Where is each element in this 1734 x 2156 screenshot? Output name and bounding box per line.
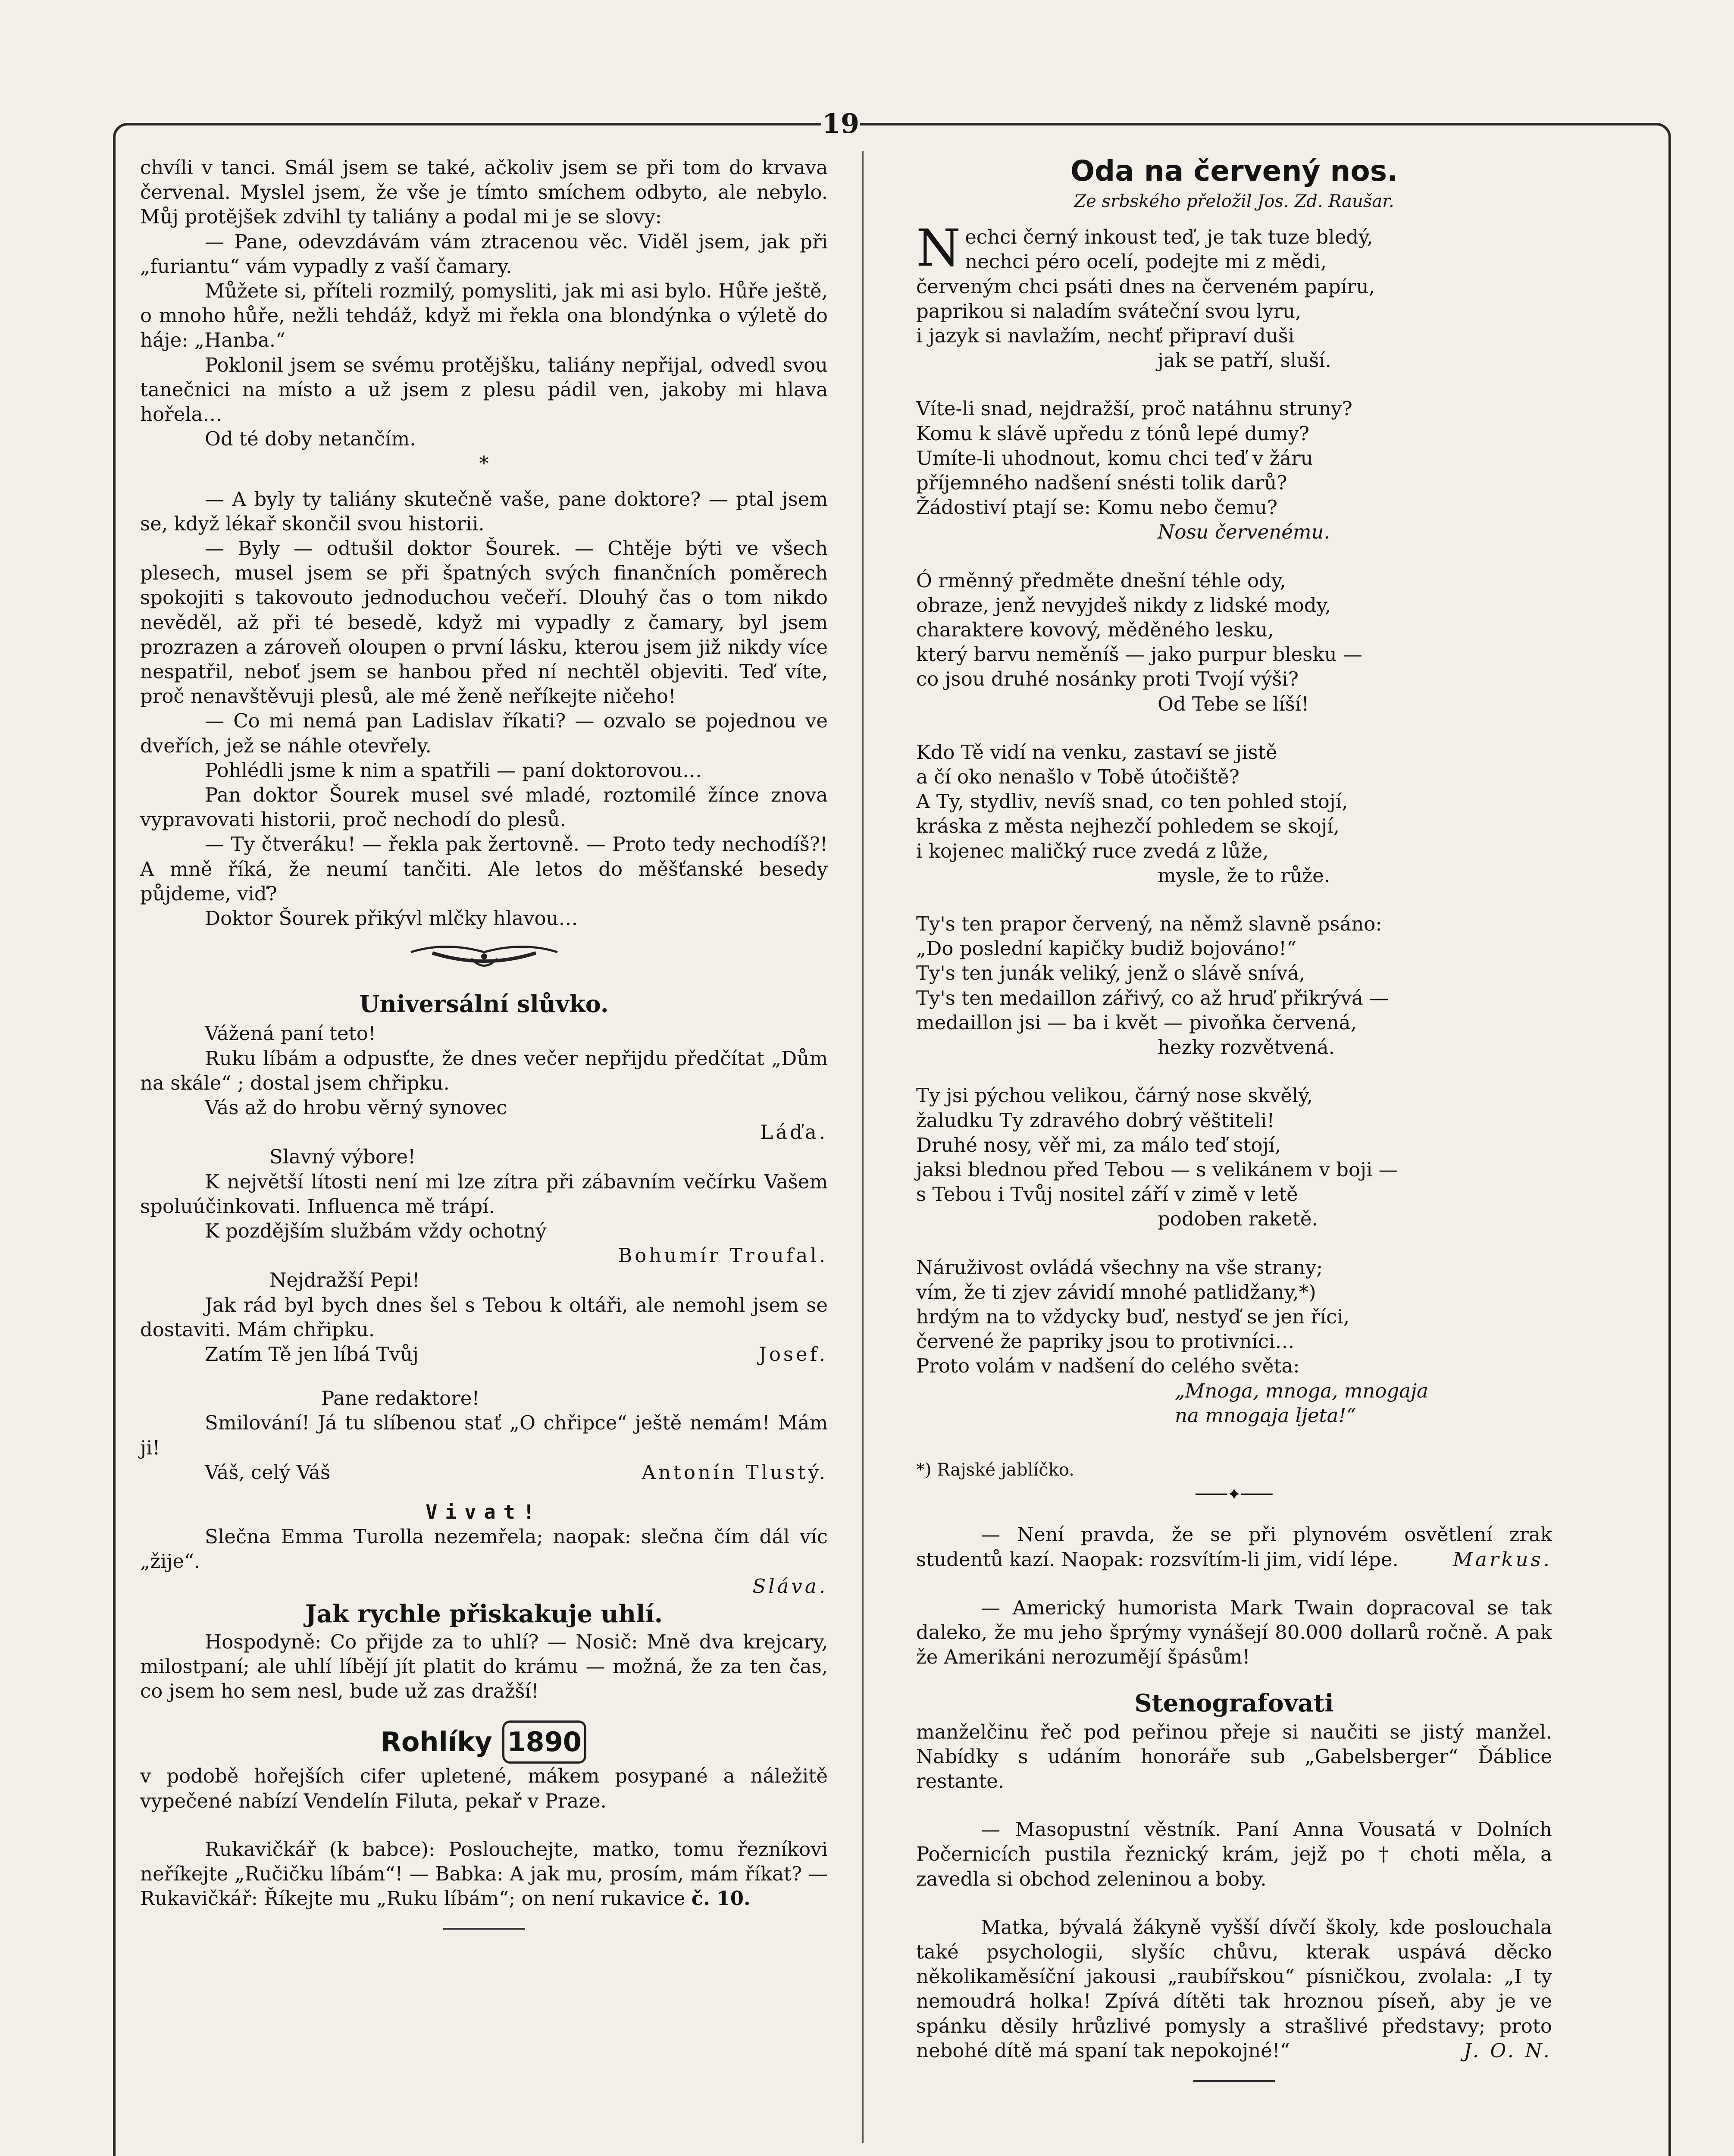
vivat-signature: Sláva. <box>752 1574 828 1598</box>
letter-signature: Josef. <box>758 1342 828 1366</box>
verse-line: Komu k slávě upředu z tónů lepé dumy? <box>916 422 1309 445</box>
heading-rohliky <box>140 1720 828 1764</box>
carnival-text: — Masopustní věstník. Paní Anna Vousatá v Dolních Počernicích pustila řeznický krám, jejž po † choti měla, a zavedla si obchod zeleninou a boby. <box>916 1818 1552 1890</box>
vivat-text: Slečna Emma Turolla nezemřela; naopak: slečna čím dál víc „žije“. <box>140 1525 828 1573</box>
letter-signature: Bohumír Troufal. <box>618 1244 828 1267</box>
heading-vivat: Vivat! <box>426 1500 542 1523</box>
letter-close: K pozdějším službám vždy ochotný <box>205 1219 547 1242</box>
verse-line: Nosu červenému. <box>1158 520 1330 544</box>
stanza <box>916 218 1552 373</box>
gas-signature: Markus. <box>1452 1548 1552 1571</box>
ode-poem <box>916 218 1552 1428</box>
letter-close: Zatím Tě jen líbá Tvůj <box>205 1342 419 1366</box>
verse-line: jaksi blednou před Tebou — s velikánem v boji — <box>916 1158 1398 1181</box>
glove-body: Rukavičkář (k babce): Poslouchejte, matko, tomu řezníkovi neříkejte „Ručičku líbám“! — Babka: A jak mu, prosím, mám říkat? — Rukavičkář: Říkejte mu „Ruku líbám“; on není rukavice <box>140 1837 828 1910</box>
star-divider: ───✦─── <box>1196 1485 1273 1505</box>
letter-close: Váš, celý Váš <box>205 1460 331 1484</box>
verse-line: který barvu neměníš — jako purpur blesku — <box>916 643 1362 666</box>
verse-line: i kojenec maličký ruce zvedá z lůže, <box>916 839 1269 862</box>
stanza <box>916 740 1552 888</box>
verse-line: kráska z města nejhezčí pohledem se skojí, <box>916 815 1340 838</box>
ode-footnote: *) Rajské jablíčko. <box>916 1460 1074 1480</box>
verse-line: „Do poslední kapičky budiž bojováno!“ <box>916 937 1297 960</box>
verse-line: na mnogaja ljeta!“ <box>1175 1404 1356 1427</box>
verse-line: Proto volám v nadšení do celého světa: <box>916 1354 1300 1378</box>
story-paragraph: Pohlédli jsme k nim a spatřili — paní doktorovou… <box>205 758 702 782</box>
coal-text: Hospodyně: Co přijde za to uhlí? — Nosič: Mně dva krejcary, milostpaní; ale uhlí líbějí jít platit do krámu — možná, že za ten čas, co jsem ho sem nesl, bude už zas dražší! <box>140 1630 828 1703</box>
year-digits: 1890 <box>502 1720 586 1764</box>
twain-text: — Americký humorista Mark Twain dopracoval se tak daleko, že mu jeho šprýmy vynášejí 80.000 dollarů ročně. A pak že Amerikáni nerozumějí špásům! <box>916 1596 1552 1669</box>
rohliky-title: Rohlíky <box>381 1726 492 1758</box>
story-paragraph: Poklonil jsem se svému protějšku, taliány nepřijal, odvedl svou tanečnici na místo a už jsem z plesu pádil ven, jakoby mi hlava hořela… <box>140 353 828 426</box>
rohliky-text: v podobě hořejších cifer upletené, mákem posypané a náležitě vypečené nabízí Vendelín Filuta, pekař v Praze. <box>140 1764 828 1812</box>
verse-line: Víte-li snad, nejdražší, proč natáhnu struny? <box>916 397 1352 420</box>
end-rule <box>1193 2080 1275 2082</box>
verse-line: hrdým na to vždycky buď, nestyď se jen říci, <box>916 1305 1350 1328</box>
verse-line: Od Tebe se líší! <box>1158 692 1309 715</box>
verse-line: charaktere kovový, měděného lesku, <box>916 618 1274 642</box>
gas-text: — Není pravda, že se při plynovém osvětlení zrak studentů kazí. Naopak: rozsvítím-li jim, vidí lépe. <box>916 1523 1552 1571</box>
rohliky-year <box>501 1726 587 1758</box>
column-rule <box>862 151 864 2143</box>
story-paragraph: — Co mi nemá pan Ladislav říkati? — ozvalo se pojednou ve dveřích, jež se náhle otevřely. <box>140 709 828 757</box>
verse-line: „Mnoga, mnoga, mnogaja <box>1175 1379 1428 1402</box>
story-paragraph: — A byly ty taliány skutečně vaše, pane doktore? — ptal jsem se, když lékař skončil svou historii. <box>140 487 828 535</box>
letter-salutation: Slavný výbore! <box>269 1145 416 1169</box>
verse-line: paprikou si naladím sváteční svou lyru, <box>916 299 1302 323</box>
verse-line: A Ty, stydliv, nevíš snad, co ten pohled stojí, <box>916 790 1348 813</box>
stanza <box>916 568 1552 716</box>
verse-line: žaludku Ty zdravého dobrý věštiteli! <box>916 1109 1275 1132</box>
verse-line: mysle, že to růže. <box>1158 864 1330 887</box>
story-paragraph: Můžete si, příteli rozmilý, pomysliti, jak mi asi bylo. Hůře ještě, o mnoho hůře, nežli tehdáž, když mi řekla ona blondýnka o výletě do háje: „Hanba.“ <box>140 279 828 352</box>
story-paragraph: — Ty čtveráku! — řekla pak žertovně. — Proto tedy nechodíš?! A mně říká, že neumí tančiti. Ale letos do měšťanské besedy půjdeme, viď? <box>140 833 828 905</box>
heading-steno: Stenografovati <box>1134 1689 1334 1717</box>
stanza <box>916 1255 1552 1428</box>
stanza <box>916 1083 1552 1231</box>
verse-line: podoben raketě. <box>1158 1207 1318 1231</box>
verse-line: co jsou druhé nosánky proti Tvojí výši? <box>916 667 1299 691</box>
ode-subtitle: Ze srbského přeložil Jos. Zd. Raušar. <box>1074 191 1394 211</box>
story-paragraph: Pan doktor Šourek musel své mladé, roztomilé žínce znova vypravovati historii, proč nechodí do plesů. <box>140 783 828 831</box>
letter-signature: Láďa. <box>760 1121 828 1144</box>
verse-line: Ty's ten medaillon zářivý, co až hruď přikrývá — <box>916 986 1389 1009</box>
letter-body: Smilování! Já tu slíbenou stať „O chřipce“ ještě nemám! Mám ji! <box>140 1411 828 1459</box>
verse-line: červené že papriky jsou to protivníci… <box>916 1330 1295 1353</box>
verse-line: Ty's ten prapor červený, na němž slavně psáno: <box>916 912 1382 936</box>
letter-body: Ruku líbám a odpusťte, že dnes večer nepřijdu předčítat „Dům na skále“ ; dostal jsem chřipku. <box>140 1047 828 1094</box>
verse-line: příjemného nadšení snésti tolik darů? <box>916 471 1287 495</box>
verse-line: červeným chci psáti dnes na červeném papíru, <box>916 275 1375 298</box>
mother-text: Matka, bývalá žákyně vyšší dívčí školy, kde poslouchala také psychologii, slyšíc chůvu, kterak uspává děcko několikaměsíční jakousi „raubířskou“ písničkou, zvolala: „I ty nemoudrá holka! Zpívá dítěti tak hroznou píseň, aby je ve spánku děsily hrůzlivé pomysly a strašlivé představy; proto nebohé dítě má spaní tak nepokojné!“ <box>916 1915 1552 2062</box>
stanza <box>916 396 1552 544</box>
story-paragraph: — Pane, odevzdávám vám ztracenou věc. Viděl jsem, jak při „furiantu“ vám vypadly z vaší čamary. <box>140 230 828 278</box>
steno-text: manželčinu řeč pod peřinou přeje si naučiti se jistý manžel. Nabídky s udáním honoráře sub „Gabelsberger“ Ďáblice restante. <box>916 1720 1552 1792</box>
heading-coal: Jak rychle přiskakuje uhlí. <box>305 1599 663 1628</box>
right-column <box>916 155 1552 2082</box>
story-paragraph: — Byly — odtušil doktor Šourek. — Chtěje býti ve všech plesech, musel jsem se při špatných svých finančních poměrech spokojiti s takovouto jednoduchou večeří. Dlouhý čas o tom nikdo nevěděl, až při té besedě, když mi vypadly z čamary, byl jsem prozrazen a zároveň oloupen o první lásku, kterou jsem již nikdy více nespatřil, neboť jsem se hanbou před ní nechtěl objeviti. Teď víte, proč nenavštěvuji plesů, ale mé ženě neříkejte ničeho! <box>140 537 828 708</box>
stanza <box>916 912 1552 1059</box>
letter-salutation: Pane redaktore! <box>321 1387 480 1410</box>
left-column <box>140 155 828 1930</box>
verse-line: a čí oko nenašlo v Tobě útočiště? <box>916 765 1239 789</box>
verse-line: jak se patří, sluší. <box>1158 349 1331 372</box>
end-rule <box>443 1928 525 1930</box>
story-paragraph: Od té doby netančím. <box>205 427 416 451</box>
letter-close: Vás až do hrobu věrný synovec <box>205 1096 507 1119</box>
story-paragraph: chvíli v tanci. Smál jsem se také, ačkoliv jsem se při tom do krvava červenal. Myslel jsem, že vše je tímto smíchem odbyto, ale nebylo. Můj protějšek zdvihl ty taliány a podal mi je se slovy: <box>140 156 828 229</box>
verse-line: Druhé nosy, věř mi, za málo teď stojí, <box>916 1133 1281 1156</box>
letter-salutation: Nejdražší Pepi! <box>269 1269 420 1292</box>
verse-line: Náruživost ovládá všechny na vše strany; <box>916 1256 1323 1279</box>
mother-signature: J. O. N. <box>1464 2039 1552 2062</box>
letter-body: K největší lítosti není mi lze zítra při zábavním večírku Vašem spoluúčinkovati. Influenca mě trápí. <box>140 1170 828 1218</box>
verse-line: hezky rozvětvená. <box>1158 1036 1335 1059</box>
verse-line: medaillon jsi — ba i květ — pivoňka červená, <box>916 1011 1357 1034</box>
verse-line: Ty jsi pýchou velikou, čárný nose skvělý, <box>916 1084 1313 1107</box>
ornament-divider <box>140 939 828 974</box>
verse-line: Kdo Tě vidí na venku, zastaví se jistě <box>916 740 1277 764</box>
verse-line: Umíte-li uhodnout, komu chci teď v žáru <box>916 446 1313 470</box>
heading-universal: Universální slůvko. <box>359 990 609 1018</box>
verse-line: i jazyk si navlažím, nechť připraví duši <box>916 324 1295 348</box>
letter-signature: Antonín Tlustý. <box>642 1460 828 1484</box>
section-star: * <box>479 452 489 475</box>
letter-salutation: Vážená paní teto! <box>205 1022 376 1045</box>
verse-line: vím, že ti zjev závidí mnohé patlidžany,*) <box>916 1280 1316 1304</box>
verse-line: Ty's ten junák veliký, jenž o slávě snívá, <box>916 962 1305 985</box>
letter-body: Jak rád byl bych dnes šel s Tebou k oltáři, ale nemohl jsem se dostaviti. Mám chřipku. <box>140 1293 828 1341</box>
verse-line: s Tebou i Tvůj nositel září v zimě v letě <box>916 1183 1298 1206</box>
drop-cap: N <box>916 218 961 278</box>
verse-line: nechci péro ocelí, podejte mi z mědi, <box>965 250 1327 273</box>
glove-ref: č. 10. <box>691 1887 751 1910</box>
verse-line: Žádostiví ptají se: Komu nebo čemu? <box>916 496 1278 519</box>
verse-line: echci černý inkoust teď, je tak tuze bledý, <box>965 226 1373 249</box>
heading-ode: Oda na červený nos. <box>1070 154 1398 188</box>
glove-text <box>140 1837 828 1911</box>
page-number: 19 <box>822 108 860 139</box>
story-paragraph: Doktor Šourek přikývl mlčky hlavou… <box>205 907 578 930</box>
verse-line: obraze, jenž nevyjdeš nikdy z lidské mody, <box>916 593 1331 617</box>
verse-line: Ó rměnný předměte dnešní téhle ody, <box>916 569 1286 592</box>
